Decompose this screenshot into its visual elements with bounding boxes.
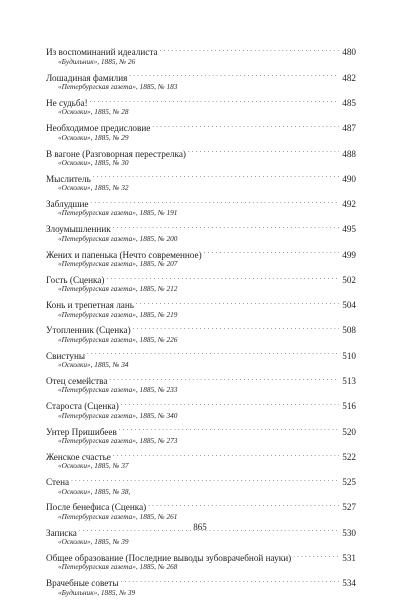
toc-entry [46,273,356,295]
toc-entry-page: 525 [342,477,356,488]
toc-entry-title: Жених и папенька (Нечто современное) [46,249,202,260]
toc-entry [46,146,356,168]
dot-leader [113,222,339,232]
dot-leader [148,500,339,510]
toc-entry-page: 495 [342,224,356,235]
toc-entry-page: 490 [342,173,356,184]
toc-entry [46,399,356,421]
toc-entry [46,323,356,345]
toc-entry [46,171,356,193]
dot-leader [293,551,339,561]
toc-entry-source: «Осколки», 1885, № 28 [58,107,129,117]
toc-entry-line [46,146,356,159]
toc-entry [46,475,356,497]
toc-entry-page: 485 [342,97,356,108]
dot-leader [121,576,340,586]
toc-entry-page: 534 [342,578,356,589]
dot-leader [133,323,340,333]
toc-entry-title: После бенефиса (Сценка) [46,502,147,513]
toc-entry-page: 530 [342,527,356,538]
toc-entry-page: 527 [342,502,356,513]
toc-entry-line [46,475,356,488]
toc-entry-source: «Петербургская газета», 1885, № 219 [58,309,178,319]
toc-entry [46,70,356,92]
toc-entry-source: «Петербургская газета», 1885, № 273 [58,436,178,446]
toc-entry-title: Унтер Пришибеев [46,426,117,437]
toc-entry-source: «Осколки», 1885, № 30 [58,157,129,167]
toc-entry-title: В вагоне (Разговорная перестрелка) [46,148,186,159]
toc-entry-title: Отец семейства [46,376,108,387]
dot-leader [204,247,340,257]
toc-entry-line [46,222,356,235]
toc-entry-line [46,576,356,589]
toc-entry-source: «Осколки», 1885, № 38, [58,486,131,496]
toc-entry-line [46,45,356,58]
toc-entry [46,450,356,472]
toc-entry-line [46,323,356,336]
toc-entry-title: Свистуны [46,350,86,361]
toc-entry-page: 487 [342,123,356,134]
dot-leader [119,424,339,434]
toc-entry-title: Заблудшие [46,199,89,210]
toc-entry-source: «Петербургская газета», 1885, № 340 [58,410,178,420]
dot-leader [71,475,339,485]
toc-entry-page: 492 [342,199,356,210]
toc-entry-line [46,121,356,134]
toc-entry-line [46,298,356,311]
toc-entry-source: «Петербургская газета», 1885, № 207 [58,259,178,269]
toc-entry-title: Мыслитель [46,173,91,184]
toc-entry-page: 502 [342,274,356,285]
toc-entry-title: Врачебные советы [46,578,119,589]
toc-entry-source: «Петербургская газета», 1885, № 212 [58,284,178,294]
dot-leader [113,450,339,460]
toc-entry-title: Необходимое предисловие [46,123,151,134]
toc-entry-title: Злоумышленник [46,224,111,235]
toc-entry-title: Записка [46,527,77,538]
toc-entry [46,45,356,67]
toc-entry-source: «Петербургская газета», 1885, № 233 [58,385,178,395]
toc-entry [46,222,356,244]
dot-leader [90,96,340,106]
toc-entry [46,348,356,370]
toc-entry-page: 510 [342,350,356,361]
toc-entry [46,500,356,522]
toc-entry-title: Из воспоминаний идеалиста [46,47,158,58]
dot-leader [129,70,339,80]
dot-leader [93,171,339,181]
toc-entry-page: 508 [342,325,356,336]
toc-entry-title: Общее образование (Последние выводы зубоврачебной науки) [46,553,292,564]
toc-entry-page: 488 [342,148,356,159]
dot-leader [87,348,339,358]
toc-entry [46,197,356,219]
dot-leader [106,273,339,283]
toc-entry-title: Староста (Сценка) [46,401,119,412]
toc-entry-title: Утопленник (Сценка) [46,325,131,336]
toc-entry-page: 531 [342,553,356,564]
toc-entry-line [46,500,356,513]
toc-entry-source: «Петербургская газета», 1885, № 191 [58,208,178,218]
page-number: 865 [193,522,207,532]
toc-entry-source: «Будильник», 1885, № 26 [58,56,136,66]
toc-entry-source: «Петербургская газета», 1885, № 268 [58,562,178,572]
toc-entry-page: 480 [342,47,356,58]
toc-entry [46,96,356,118]
toc-entry-title: Женское счастье [46,451,111,462]
dot-leader [136,298,339,308]
dot-leader [152,121,339,131]
toc-entry-line [46,399,356,412]
toc-entry [46,551,356,573]
toc-entry-title: Гость (Сценка) [46,274,105,285]
toc-entry-page: 522 [342,451,356,462]
toc-entry-page: 482 [342,72,356,83]
toc-entry-source: «Петербургская газета», 1885, № 183 [58,82,178,92]
dot-leader [160,45,340,55]
toc-entry-source: «Осколки», 1885, № 37 [58,461,129,471]
table-of-contents [46,45,356,601]
toc-entry-title: Стена [46,477,70,488]
toc-entry [46,298,356,320]
toc-entry-source: «Осколки», 1885, № 34 [58,360,129,370]
toc-entry-source: «Будильник», 1885, № 39 [58,587,136,597]
toc-entry-source: «Осколки», 1885, № 39 [58,537,129,547]
toc-entry-source: «Осколки», 1885, № 29 [58,132,129,142]
toc-entry-page: 520 [342,426,356,437]
toc-entry [46,247,356,269]
toc-entry [46,121,356,143]
dot-leader [121,399,339,409]
toc-entry [46,576,356,598]
toc-entry-source: «Петербургская газета», 1885, № 261 [58,511,178,521]
toc-entry-source: «Осколки», 1885, № 32 [58,183,129,193]
toc-entry-page: 499 [342,249,356,260]
toc-entry-title: Не судьба! [46,97,88,108]
toc-entry-title: Лошадиная фамилия [46,72,128,83]
dot-leader [188,146,339,156]
toc-entry-source: «Петербургская газета», 1885, № 200 [58,233,178,243]
toc-entry [46,374,356,396]
dot-leader [109,374,339,384]
toc-entry [46,424,356,446]
dot-leader [90,197,339,207]
toc-entry-page: 504 [342,300,356,311]
toc-entry-page: 516 [342,401,356,412]
toc-entry-title: Конь и трепетная лань [46,300,134,311]
toc-entry-source: «Петербургская газета», 1885, № 226 [58,334,178,344]
toc-entry-page: 513 [342,376,356,387]
